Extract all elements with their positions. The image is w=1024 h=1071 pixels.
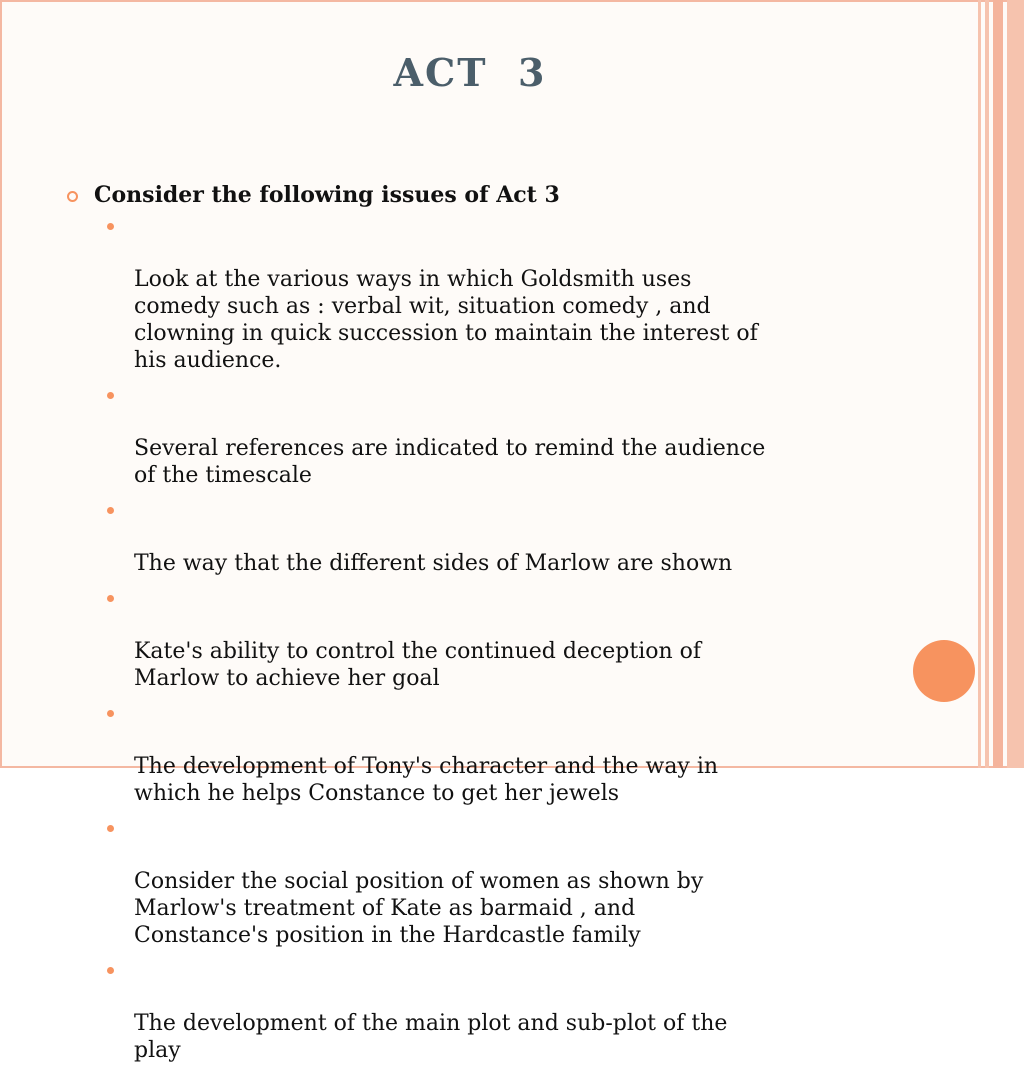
slide-title: ACT 3 <box>393 50 547 95</box>
list-item-text: Several references are indicated to remind the audience of the timescale <box>134 436 766 488</box>
list-item-text: The development of Tony's character and the way in which he helps Constance to get her jewels <box>134 754 719 806</box>
orange-circle-decoration <box>913 640 975 702</box>
list-item <box>64 956 884 1064</box>
filled-circle-bullet-icon <box>107 967 114 974</box>
list-item-text: Kate's ability to control the continued deception of Marlow to achieve her goal <box>134 639 702 691</box>
right-stripe-3 <box>993 0 1003 768</box>
filled-circle-bullet-icon <box>107 825 114 832</box>
list-item <box>64 584 884 692</box>
list-item <box>64 814 884 949</box>
list-item <box>64 381 884 489</box>
frame-top-border <box>0 0 1024 2</box>
right-stripe-4 <box>1007 0 1024 768</box>
list-item <box>64 496 884 577</box>
list-item-text: Look at the various ways in which Goldsmith uses comedy such as : verbal wit, situation comedy , and clowning in quick succession to maintain the interest of his audience. <box>134 267 758 373</box>
filled-circle-bullet-icon <box>107 595 114 602</box>
right-stripe-2 <box>985 0 989 768</box>
main-bullet <box>64 180 884 210</box>
filled-circle-bullet-icon <box>107 223 114 230</box>
right-stripe-1 <box>978 0 981 768</box>
frame-left-border <box>0 0 2 768</box>
list-item-text: The way that the different sides of Marlow are shown <box>134 551 733 576</box>
sub-bullet-list <box>64 212 884 1064</box>
slide-content <box>64 180 884 1071</box>
list-item <box>64 699 884 807</box>
filled-circle-bullet-icon <box>107 710 114 717</box>
list-item-text: The development of the main plot and sub-plot of the play <box>134 1011 728 1063</box>
main-bullet-text: Consider the following issues of Act 3 <box>94 182 560 208</box>
filled-circle-bullet-icon <box>107 507 114 514</box>
list-item <box>64 212 884 374</box>
list-item-text: Consider the social position of women as shown by Marlow's treatment of Kate as barmaid , and Constance's position in the Hardcastle family <box>134 869 704 948</box>
filled-circle-bullet-icon <box>107 392 114 399</box>
hollow-circle-bullet-icon <box>67 191 78 202</box>
